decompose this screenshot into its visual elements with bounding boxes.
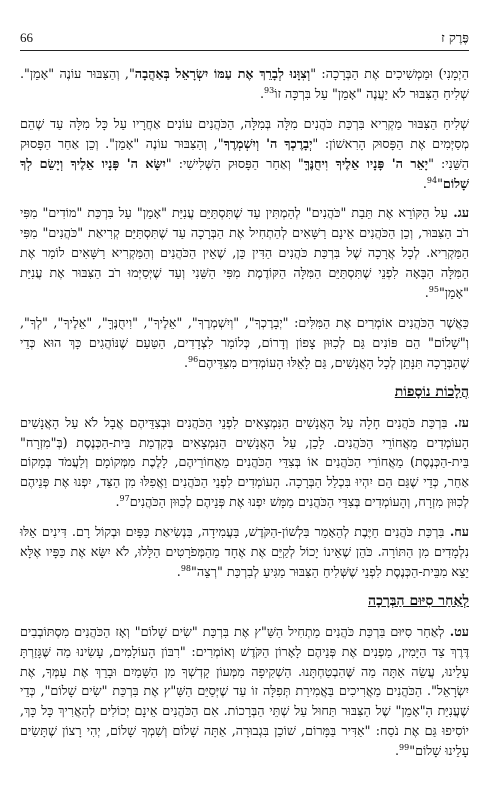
body-text: .	[183, 354, 188, 370]
footnote-marker: 98	[180, 563, 192, 573]
body-paragraph	[20, 313, 469, 373]
footnote-marker: 99	[399, 742, 410, 752]
bold-text: עג.	[447, 205, 470, 221]
running-header	[20, 28, 469, 51]
bold-text: עט.	[444, 623, 469, 639]
bold-text: יָאֵר ה' פָּנָיו אֵלֶיךָ וִיחֻנֶּךָּ	[303, 155, 429, 171]
section-heading: הֲלָכוֹת נוֹסָפוֹת	[394, 383, 469, 400]
body-paragraph	[20, 413, 469, 513]
body-text: ", וְהַצִּבּוּר עוֹנֶה "אָמֵן". וְכֵן אַחַר הַפָּסוּק הַשֵּׁנִי: "	[20, 135, 469, 171]
footnote-marker: 95	[428, 284, 439, 294]
body-paragraph	[20, 203, 469, 303]
body-text: " וְאַחַר הַפָּסוּק הַשְּׁלִישִׁי: "	[165, 155, 304, 171]
bold-text: עז.	[447, 414, 469, 430]
chapter-title: פֶּרֶק ז	[441, 31, 469, 46]
footnote-marker: 94	[426, 175, 438, 185]
bold-text: וְצִוָּנוּ לְבָרֵךְ אֶת עַמּוֹ יִשְׂרָאֵל בְּאַהֲבָה	[134, 66, 311, 81]
body-text: הַיְמָנִי) וּמַמְשִׁיכִים אֶת הַבְּרָכָה: "	[310, 66, 469, 81]
bold-text: יְבָרֶכְךָ ה' וְיִשְׁמְרֶךָ	[223, 135, 313, 151]
footnote-marker: 97	[119, 493, 130, 503]
body-text: .	[422, 175, 427, 191]
body-paragraph	[20, 522, 469, 582]
body-paragraph	[20, 114, 469, 194]
body-paragraph	[20, 64, 469, 104]
body-text: בִּרְכַּת כֹּהֲנִים חָלָה עַל הָאֲנָשִׁים הַנִּמְצָאִים לִפְנֵי הַכֹּהֲנִים וּבְצִדֵּיהֶם אֲבָל לֹא עַל הָאֲנָשִׁים הָעוֹמְדִים מֵאֲחוֹרֵי הַכֹּהֲנִים. לָכֵן, עַל הָאֲנָשִׁים הַנִּמְצָאִים בְּקִדְמַת בֵּית-הַכְּנֶסֶת (בְּ"מִזְרָח" בֵּית-הַכְּנֶסֶת) מֵאֲחוֹרֵי הַכֹּהֲנִים אוֹ בְּצִדֵּי הַכֹּהֲנִים מֵאֲחוֹרֵיהֶם, לָלֶכֶת מִמְּקוֹמָם וְלַעֲמֹד בְּמָקוֹם אַחֵר, כְּדֵי שֶׁגַּם הֵם יִהְיוּ בִּכְלַל הַבְּרָכָה. הָעוֹמְדִים לִפְנֵי הַכֹּהֲנִים וַאֲפִלּוּ מִן הַצַּד, יִפְנוּ אֶת פְּנֵיהֶם לְכִוּוּן מִזְרָח, וְהָעוֹמְדִים בְּצִדֵּי הַכֹּהֲנִים מַמָּשׁ יִפְנוּ אֶת פְּנֵיהֶם לְכִוּוּן הַכֹּהֲנִים	[20, 414, 469, 510]
bold-text: יִשָּׂא ה' פָּנָיו אֵלֶיךָ וְיָשֵׂם לְךָ שָׁלוֹם	[20, 155, 469, 191]
body-text: .	[395, 743, 400, 759]
body-text: לְאַחַר סִיּוּם בִּרְכַּת כֹּהֲנִים מַתְחִיל הַשַּׁ"ץ אֶת בִּרְכַּת "שִׂים שָׁלוֹם" וְאָז הַכֹּהֲנִים מִסְתּוֹבְבִים דֶּרֶךְ צַד הַיָּמִין, מַפְנִים אֶת פְּנֵיהֶם לָאָרוֹן הַקֹּדֶשׁ וְאוֹמְרִים: "רִבּוֹן הָעוֹלָמִים, עָשִׂינוּ מַה שֶּׁגָּזַרְתָּ עָלֵינוּ, עֲשֵׂה אַתָּה מַה שֶּׁהִבְטַחְתָּנוּ. הַשְׁקִיפָה מִמְּעוֹן קָדְשְׁךָ מִן הַשָּׁמַיִם וּבָרֵךְ אֶת עַמְּךָ, אֶת יִשְׂרָאֵל". הַכֹּהֲנִים מַאֲרִיכִים בַּאֲמִירַת תְּפִלָּה זוֹ עַד שֶׁיְּסַיֵּם הַשַּׁ"ץ אֶת בִּרְכַּת "שִׂים שָׁלוֹם", כְּדֵי שֶׁעֲנִיַּת הָ"אָמֵן" שֶׁל הַצִּבּוּר תַּחוּל עַל שְׁתֵּי הַבְּרָכוֹת. אִם הַכֹּהֲנִים אֵינָם יְכוֹלִים לְהַאֲרִיךְ כָּל כָּךְ, יוֹסִיפוּ גַּם אֶת נֹסַח: "אַדִּיר בַּמָּרוֹם, שׁוֹכֵן בִּגְבוּרָה, אַתָּה שָׁלוֹם וְשִׁמְךָ שָׁלוֹם, יְהִי רָצוֹן שֶׁתָּשִׂים עָלֵינוּ שָׁלוֹם"	[20, 623, 469, 759]
body-text: עַל הַקּוֹרֵא אֶת תֵּבַת "כֹּהֲנִים" לְהַמְתִּין עַד שֶׁתִּסְתַּיֵּם עֲנִיַּת "אָמֵן" עַל בִּרְכַּת "מוֹדִים" מִפִּי רֹב הַצִּבּוּר, וְכֵן הַכֹּהֲנִים אֵינָם רַשָּׁאִים לְהַתְחִיל אֶת הַבְּרָכָה עַד שֶׁתִּסְתַּיֵּם קְרִיאַת "כֹּהֲנִים" מִפִּי הַמַּקְרִיא. לְכָל אֲרָכָה שֶׁל בִּרְכַּת כֹּהֲנִים הַדִּין כֵּן, שֶׁאֵין הַכֹּהֲנִים וְהַמַּקְרִיא רַשָּׁאִים לוֹמַר אֶת הַמִּלָּה הַבָּאָה לִפְנֵי שֶׁתִּסְתַּיֵּם הַמִּלָּה הַקּוֹדֶמֶת מִפִּי הַשֵּׁנִי וְעַד שֶׁיְּסַיְּמוּ רֹב הַצִּבּוּר אֶת עֲנִיַּת "אָמֵן"	[20, 205, 469, 301]
body-text: .	[424, 285, 429, 301]
body-text: .	[176, 563, 181, 579]
body-text: .	[259, 85, 265, 101]
bold-text: עח.	[444, 524, 469, 540]
body-text: שְׁלִיחַ הַצִּבּוּר מַקְרִיא בִּרְכַּת כֹּהֲנִים מִלָּה בְּמִלָּה, הַכֹּהֲנִים עוֹנִים אַחֲרָיו עַל כָּל מִלָּה עַד שֶׁהֵם מְסַיְּמִים אֶת הַפָּסוּק הָרִאשׁוֹן: "	[20, 115, 470, 151]
body-text: ", וְהַצִּבּוּר עוֹנֶה "אָמֵן". שְׁלִיחַ הַצִּבּוּר לֹא יַעֲנֶה "אָמֵן" עַל בִּרְכָּה זוֹ	[20, 66, 469, 101]
body-text: .	[115, 494, 120, 510]
body-text: "	[437, 175, 443, 191]
footnote-marker: 96	[188, 354, 199, 364]
body-paragraph	[20, 622, 469, 761]
section-heading: לְאַחַר סִיּוּם הַבְּרָכָה	[368, 592, 469, 609]
page-number: 66	[20, 30, 33, 45]
body-text: בִּרְכַּת כֹּהֲנִים חַיֶּבֶת לְהֵאָמֵר בִּלְשׁוֹן-הַקֹּדֶשׁ, בַּעֲמִידָה, בִּנְשִׂיאַת כַּפַּיִם וּבְקוֹל רָם. דִּינִים אֵלּוּ נִלְמָדִים מִן הַתּוֹרָה. כֹּהֵן שֶׁאֵינוֹ יָכוֹל לְקַיֵּם אֶת אֶחָד מֵהַמְּפֹרָטִים הַלָּלוּ, לֹא יִשָּׂא אֶת כַּפָּיו אֶלָּא יֵצֵא מִבֵּית-הַכְּנֶסֶת לִפְנֵי שֶׁשְּׁלִיחַ הַצִּבּוּר מַגִּיעַ לְבִרְכַּת "רְצֵה"	[20, 524, 469, 579]
body-text: כַּאֲשֶׁר הַכֹּהֲנִים אוֹמְרִים אֶת הַמִּלִּים: "יְבָרֶכְךָ", "וְיִשְׁמְרֶךָ", "אֵלֶיךָ", "וִיחֻנֶּךָּ", "אֵלֶיךָ", "לְךָ", וְ"שָׁלוֹם" הֵם פּוֹנִים גַּם לְכִוּוּן צָפוֹן וְדָרוֹם, כְּלוֹמַר לִצְדָדִים, הַטַּעַם שֶׁנּוֹהֲגִים כָּךְ הוּא כְּדֵי שֶׁהַבְּרָכָה תִּנָּתֵן לְכָל הָאֲנָשִׁים, גַּם לָאֵלּוּ הָעוֹמְדִים מִצִּדֵּיהֶם	[20, 314, 469, 370]
page-body	[20, 64, 469, 771]
footnote-marker: 93	[264, 85, 275, 95]
